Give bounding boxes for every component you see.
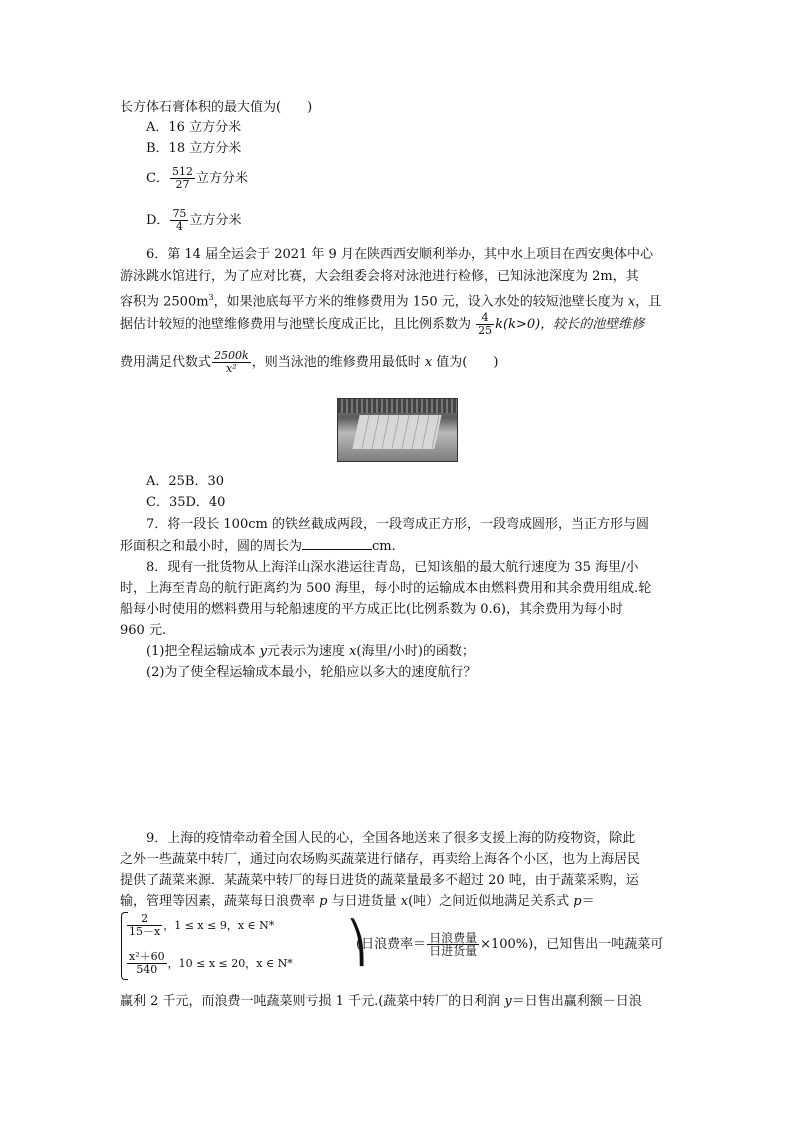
q5-option-c: C． $\frac{512}{27}$ 立方分米 [146,165,248,191]
q9-case-2: $\frac{\text{x²＋60}}{540}$ ，10 ≤ x ≤ 20，x ∈ N* [129,950,293,976]
q5-option-c-fraction: $\frac{512}{27}$ [171,165,193,191]
q6-line-2: 游泳跳水馆进行，为了应对比赛，大会组委会将对泳池进行检修，已知泳池深度为 2m，其 [120,269,639,284]
q5-option-d: D． $\frac{75}{4}$ 立方分米 [146,207,242,233]
q5-option-d-fraction: $\frac{75}{4}$ [172,207,187,233]
q6-line-4: 据估计较短的池壁维修费用与池壁长度成正比，且比例系数为 $\frac{4}{25}$ k(k>0)，较长的池壁维修 [120,311,645,337]
q8-line-4: 960 元. [120,623,167,638]
q7-line-1: 7．将一段长 100cm 的铁丝截成两段，一段弯成正方形，一段弯成圆形，当正方形与圆 [146,517,649,532]
piecewise-right-paren: ⎞ [347,920,367,966]
q9-line-3: 提供了蔬菜来源．某蔬菜中转厂的每日进货的蔬菜量最多不超过 20 吨，由于蔬菜采购，运 [120,873,639,888]
q9-line-2: 之外一些蔬菜中转厂，通过向农场购买蔬菜进行储存，再卖给上海各个小区，也为上海居民 [120,852,641,867]
q9-line-4: 输，管理等因素，蔬菜每日浪费率 p 与日进货量 x(吨）之间近似地满足关系式 p＝ [120,894,595,909]
q6-line-1: 6．第 14 届全运会于 2021 年 9 月在陕西西安顺利举办，其中水上项目在西安奥体中心 [146,247,653,262]
q8-subquestion-1: (1)把全程运输成本 y元表示为速度 x(海里/小时)的函数； [146,644,475,659]
q9-case-2-fraction: $\frac{\text{x²＋60}}{540}$ [129,950,165,976]
q6-cost-fraction: $\frac{2500k}{\text{x²}}$ [214,349,249,375]
q5-stem-end: 长方体石膏体积的最大值为( ) [120,100,313,115]
q7-answer-blank [302,537,372,550]
q6-options-cd: C．35D．40 [146,495,226,510]
q6-coefficient-fraction: $\frac{4}{25}$ [478,311,493,337]
q7-line-2: 形面积之和最小时，圆的周长为 cm. [120,539,396,554]
q8-line-2: 时，上海至青岛的航行距离约为 500 海里，每小时的运输成本由燃料费用和其余费用组成.轮 [120,581,652,596]
q5-option-a: A．16 立方分米 [146,120,242,135]
q5-option-b: B．18 立方分米 [146,141,242,156]
q6-line-3: 容积为 $2500m^3$，如果池底每平方米的维修费用为 150 元，设入水处的较短池壁长度为 x，且 [120,293,662,310]
q8-line-3: 船每小时使用的燃料费用与轮船速度的平方成正比(比例系数为 0.6)，其余费用为每小时 [120,602,623,617]
q9-rate-definition: (日浪费率＝ $\frac{\text{日浪费量}}{\text{日进货量}}$ ×100%)，已知售出一吨蔬菜可 [356,931,664,958]
q9-case-1: $\frac{2}{15-x}$ ，1 ≤ x ≤ 9，x ∈ N* [129,912,275,938]
q9-line-1: 9．上海的疫情牵动着全国人民的心，全国各地送来了很多支援上海的防疫物资，除此 [146,831,636,846]
q9-last-line: 赢利 2 千元，而浪费一吨蔬菜则亏损 1 千元.(蔬菜中转厂的日利润 y＝日售出赢利额－日浪 [120,994,642,1009]
q6-line-5: 费用满足代数式 $\frac{2500k}{\text{x²}}$ ，则当泳池的维修费用最低时 x 值为( ) [120,349,499,375]
q6-options-ab: A．25B．30 [146,474,225,489]
q8-subquestion-2: (2)为了使全程运输成本最小，轮船应以多大的速度航行？ [146,665,477,680]
swimming-pool-photo [337,398,458,462]
photo-crowd [338,399,457,413]
q9-case-1-fraction: $\frac{2}{15-x}$ [129,912,161,938]
photo-pool-lanes [352,415,441,449]
q8-line-1: 8．现有一批货物从上海洋山深水港运往青岛，已知该船的最大航行速度为 35 海里/小 [146,560,639,575]
q9-rate-fraction: $\frac{\text{日浪费量}}{\text{日进货量}}$ [429,931,478,958]
